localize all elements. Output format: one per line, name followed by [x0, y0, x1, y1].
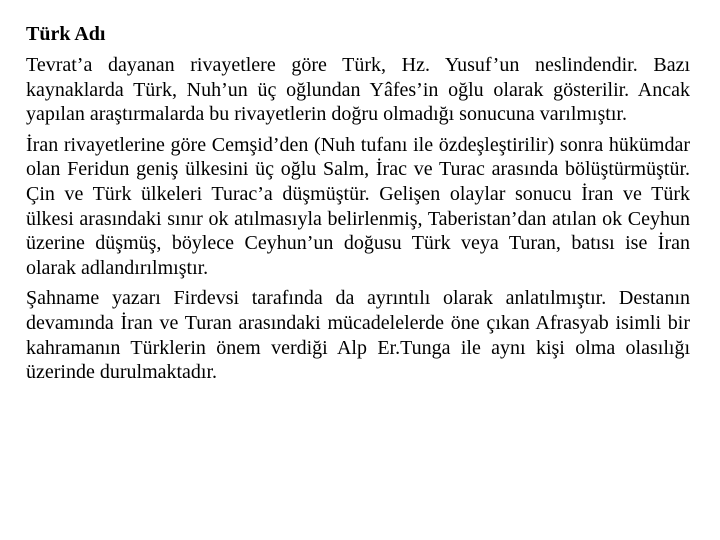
- document-body: [26, 19, 690, 391]
- paragraph-sahname: Şahname yazarı Firdevsi tarafında da ayrıntılı olarak anlatılmıştır. Destanın devamında İran ve Turan arasındaki mücadelelerde öne çıkan Afrasyab isimli bir kahramanın Türklerin önem verdiği Alp Er.Tunga ile aynı kişi olma olasılığı üzerinde durulmaktadır.: [26, 287, 690, 384]
- document-title: Türk Adı: [26, 23, 106, 45]
- paragraph-tevrat: Tevrat’a dayanan rivayetlere göre Türk, Hz. Yusuf’un neslindendir. Bazı kaynaklarda Türk, Nuh’un üç oğlundan Yâfes’in oğlu olarak gösterilir. Ancak yapılan araştırmalarda bu rivayetlerin doğru olmadığı sonucuna varılmıştır.: [26, 54, 690, 126]
- paragraph-iran-rivayetleri: İran rivayetlerine göre Cemşid’den (Nuh tufanı ile özdeşleştirilir) sonra hükümdar olan Feridun geniş ülkesini üç oğlu Salm, İrac ve Turac arasında bölüştürmüştür. Çin ve Türk ülkeleri Turac’a düşmüştür. Gelişen olaylar sonucu İran ve Türk ülkesi arasındaki sınır ok atılmasıyla belirlenmiş, Taberistan’dan atılan ok Ceyhun üzerine düşmüş, böylece Ceyhun’un doğusu Türk veya Turan, batısı ise İran olarak adlandırılmıştır.: [26, 133, 690, 279]
